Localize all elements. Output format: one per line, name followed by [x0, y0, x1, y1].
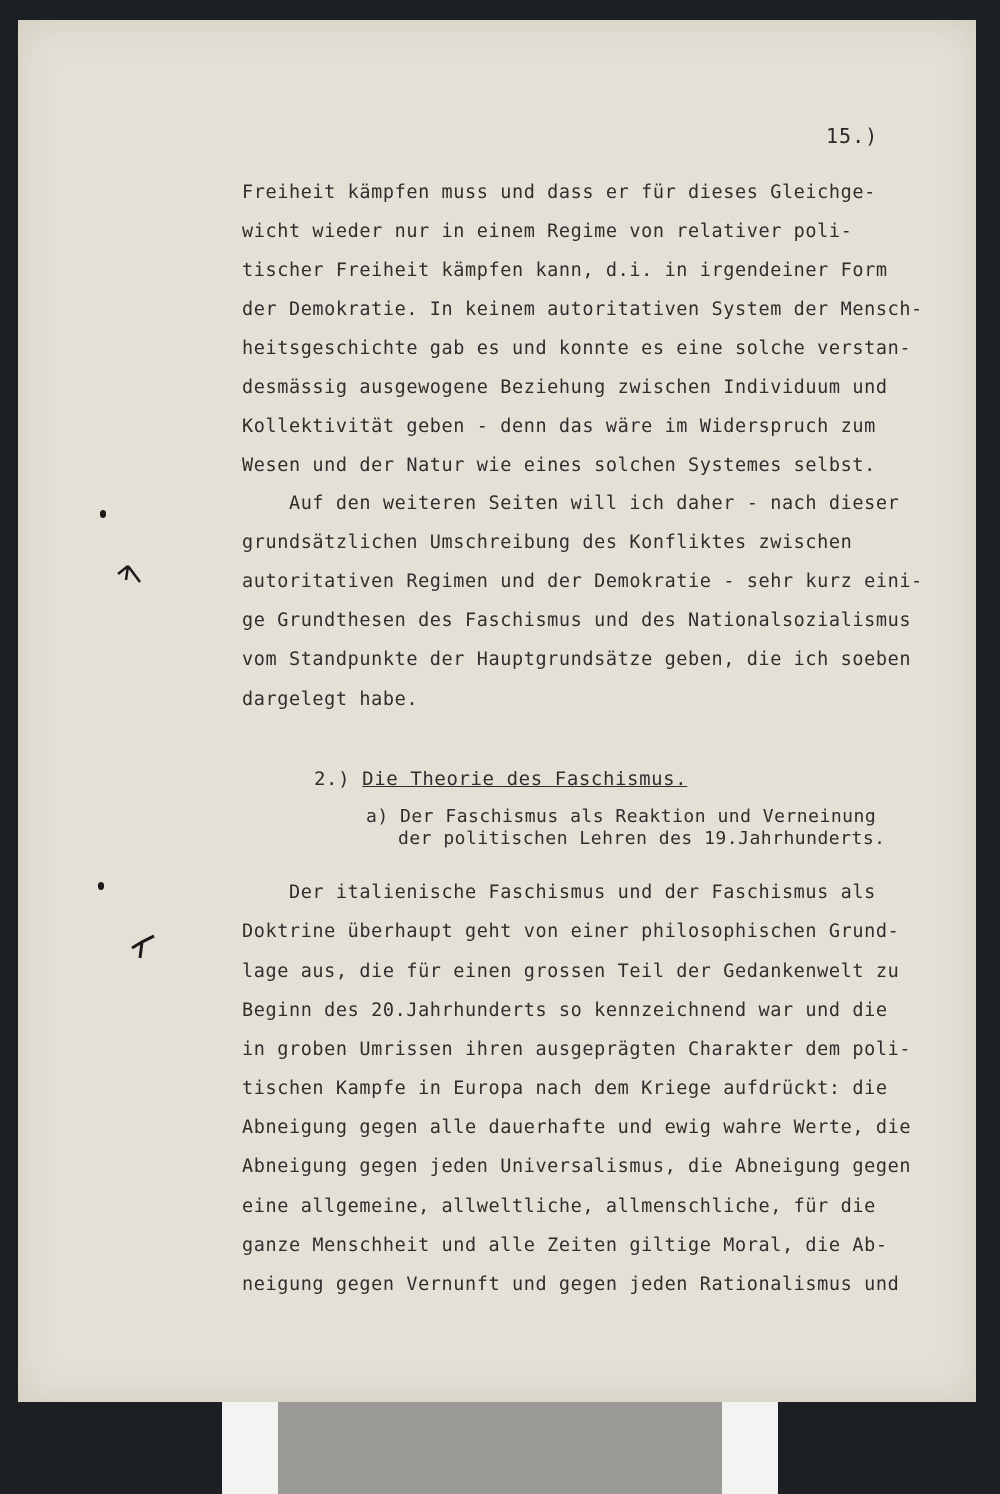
punch-hole-mark	[100, 510, 106, 518]
paragraph-line: ganze Menschheit und alle Zeiten giltige Moral, die Ab-	[242, 1235, 888, 1256]
punch-hole-mark	[98, 882, 104, 890]
paragraph-line: Auf den weiteren Seiten will ich daher - nach dieser	[242, 493, 900, 514]
page-number: 15.)	[826, 124, 879, 148]
paragraph-line: Beginn des 20.Jahrhunderts so kennzeichnend war und die	[242, 1000, 888, 1021]
paragraph-line: wicht wieder nur in einem Regime von relativer poli-	[242, 221, 853, 242]
paragraph-line: Abneigung gegen jeden Universalismus, die Abneigung gegen	[242, 1156, 912, 1177]
mount-strip	[722, 1402, 778, 1494]
paragraph-line: neigung gegen Vernunft und gegen jeden Rationalismus und	[242, 1274, 900, 1295]
subsection-heading-line: der politischen Lehren des 19.Jahrhunderts.	[398, 828, 886, 849]
subsection-heading-line: a) Der Faschismus als Reaktion und Verneinung	[366, 806, 877, 827]
paragraph-line: Kollektivität geben - denn das wäre im Widerspruch zum	[242, 416, 876, 437]
paragraph-line: Doktrine überhaupt geht von einer philosophischen Grund-	[242, 921, 900, 942]
paragraph-line: Freiheit kämpfen muss und dass er für dieses Gleichge-	[242, 182, 876, 203]
paragraph-line: Abneigung gegen alle dauerhafte und ewig wahre Werte, die	[242, 1117, 912, 1138]
paragraph-line: heitsgeschichte gab es und konnte es eine solche verstan-	[242, 338, 912, 359]
paragraph-line: der Demokratie. In keinem autoritativen System der Mensch-	[242, 299, 923, 320]
paragraph-line: tischer Freiheit kämpfen kann, d.i. in irgendeiner Form	[242, 260, 888, 281]
paragraph-line: desmässig ausgewogene Beziehung zwischen Individuum und	[242, 377, 888, 398]
paragraph-line: tischen Kampfe in Europa nach dem Kriege aufdrückt: die	[242, 1078, 888, 1099]
paragraph-line: autoritativen Regimen und der Demokratie - sehr kurz eini-	[242, 571, 923, 592]
paragraph-line: ge Grundthesen des Faschismus und des Nationalsozialismus	[242, 610, 912, 631]
paragraph-line: Wesen und der Natur wie eines solchen Systemes selbst.	[242, 455, 876, 476]
section-heading	[314, 768, 687, 790]
paragraph-line: eine allgemeine, allweltliche, allmenschliche, für die	[242, 1196, 876, 1217]
paragraph-line: Der italienische Faschismus und der Faschismus als	[242, 882, 876, 903]
paragraph-line: vom Standpunkte der Hauptgrundsätze geben, die ich soeben	[242, 649, 912, 670]
section-title: Die Theorie des Faschismus.	[362, 768, 688, 790]
paragraph-line: lage aus, die für einen grossen Teil der Gedankenwelt zu	[242, 961, 900, 982]
mount-strip	[222, 1402, 278, 1494]
paragraph-line: dargelegt habe.	[242, 689, 419, 710]
gray-calibration-strip	[278, 1402, 722, 1494]
paragraph-line: in groben Umrissen ihren ausgeprägten Charakter dem poli-	[242, 1039, 912, 1060]
margin-tear-mark	[126, 928, 160, 962]
margin-tear-mark	[114, 560, 144, 586]
section-number: 2.)	[314, 768, 351, 790]
paragraph-line: grundsätzlichen Umschreibung des Konfliktes zwischen	[242, 532, 853, 553]
